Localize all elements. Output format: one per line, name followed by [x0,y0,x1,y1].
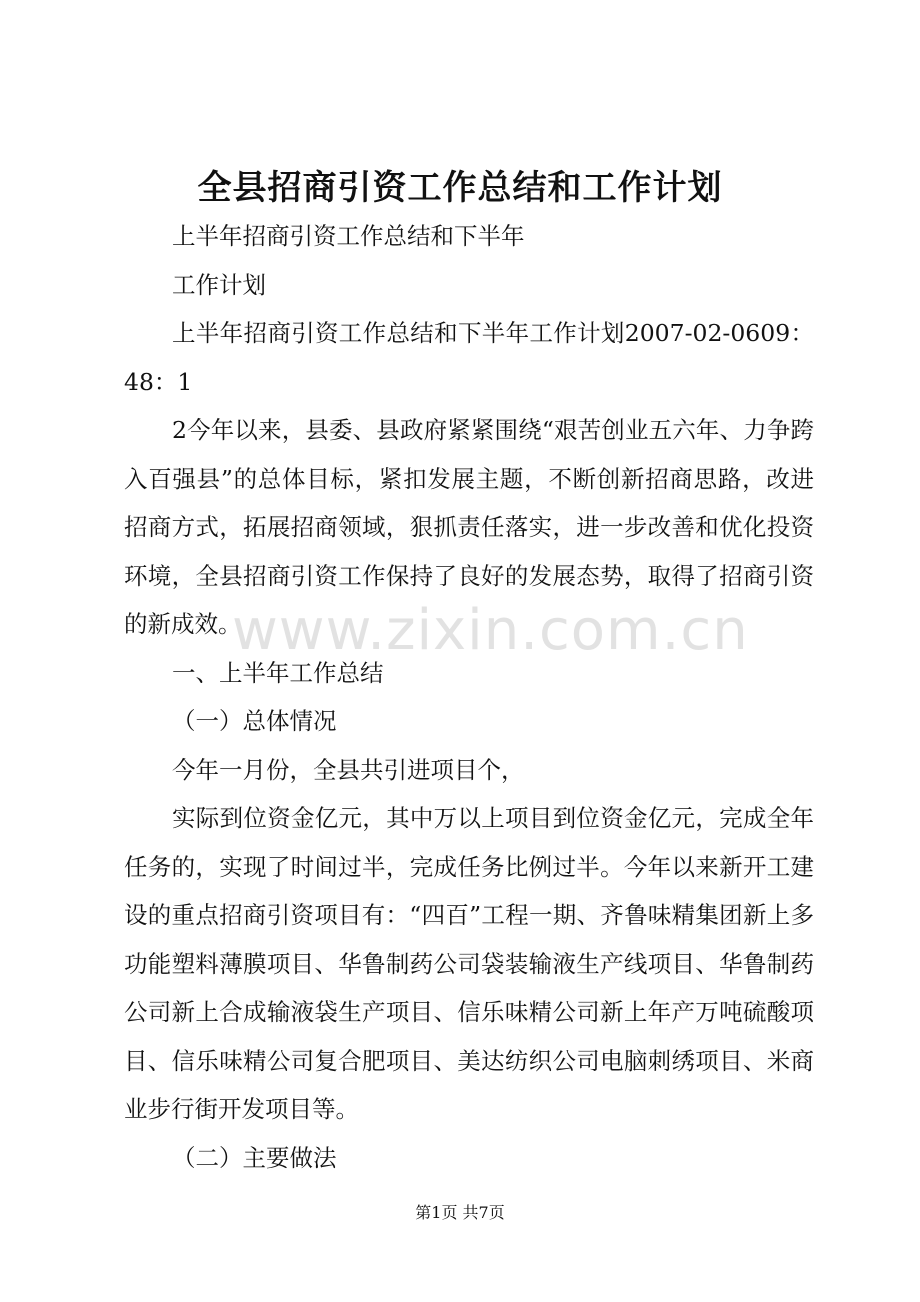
document-body [124,212,814,1182]
heading-subsection-2: （二）主要做法 [172,1143,337,1172]
paragraph-projects-intro: 今年一月份，全县共引进项目个， [172,755,525,784]
paragraph-subtitle-1: 上半年招商引资工作总结和下半年 [172,222,525,250]
document-title: 全县招商引资工作总结和工作计划 [197,168,723,208]
heading-section-1: 一、上半年工作总结 [172,658,384,687]
paragraph-projects-detail: 实际到位资金亿元，其中万以上项目到位资金亿元，完成全年任务的，实现了时间过半，完成任务比例过半。今年以来新开工建设的重点招商引资项目有：“四百”工程一期、齐鲁味精集团新上多功能塑料薄膜项目、华鲁制药公司袋装输液生产线项目、华鲁制药公司新上合成输液袋生产项目、信乐味精公司新上年产万吨硫酸项目、信乐味精公司复合肥项目、美达纺织公司电脑刺绣项目、米商业步行街开发项目等。 [124,804,814,1123]
paragraph-date-line: 上半年招商引资工作总结和下半年工作计划2007-02-0609：48：1 [124,319,814,396]
watermark: www.zixin.com.cn [232,598,749,663]
paragraph-intro: 2今年以来，县委、县政府紧紧围绕“艰苦创业五六年、力争跨入百强县”的总体目标，紧扣发展主题，不断创新招商思路，改进招商方式，拓展招商领域，狠抓责任落实，进一步改善和优化投资环境，全县招商引资工作保持了良好的发展态势，取得了招商引资的新成效。 [124,416,814,638]
page-footer: 第1页 共7页 [415,1203,505,1222]
paragraph-subtitle-2: 工作计划 [172,270,266,299]
heading-subsection-1: （一）总体情况 [172,707,337,735]
